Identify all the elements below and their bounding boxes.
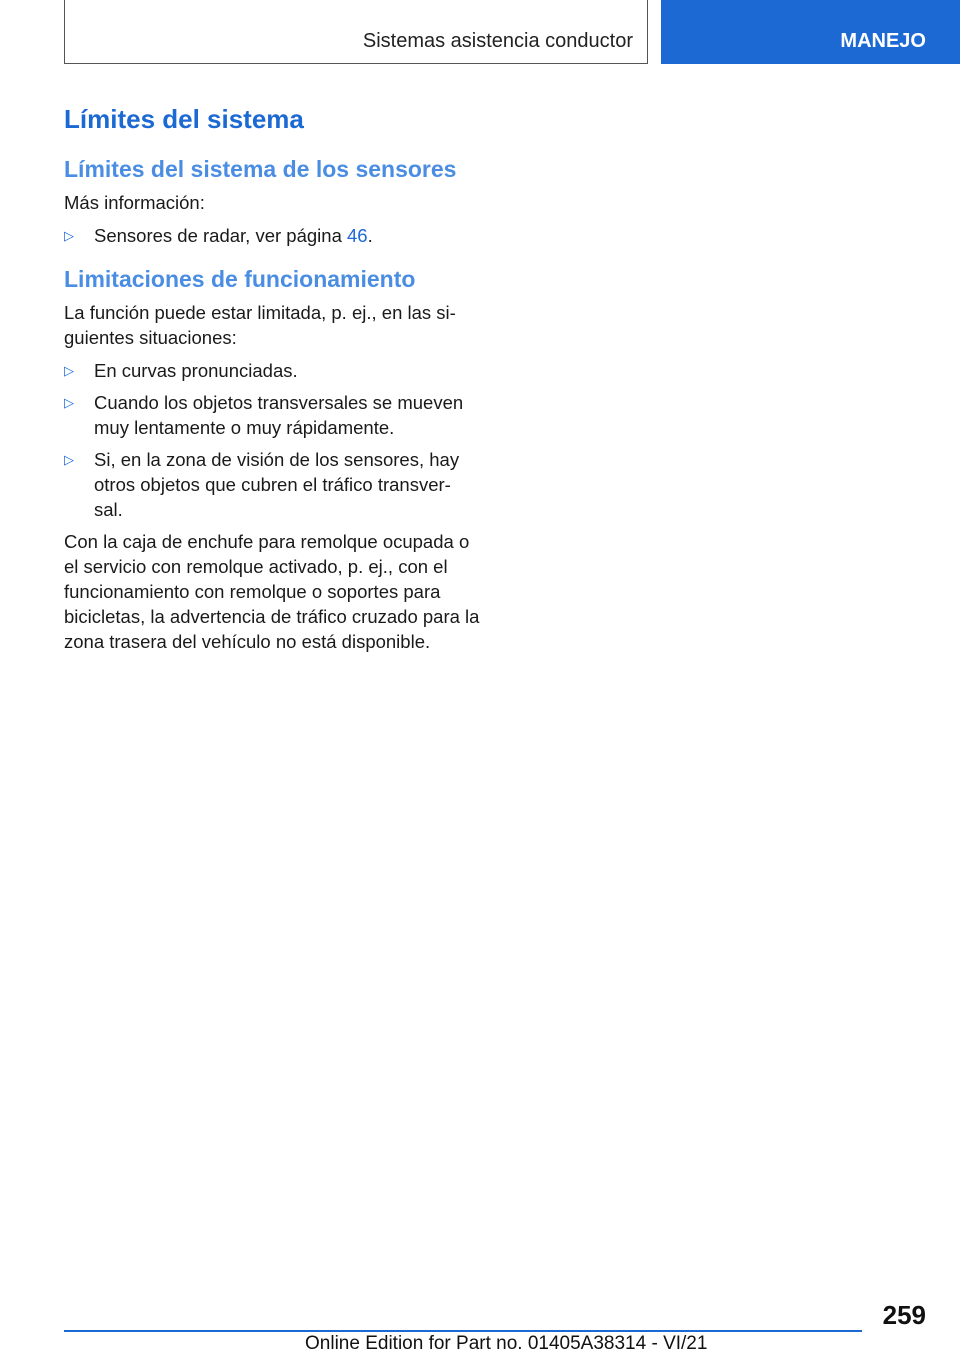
section-heading-limitations: Limitaciones de funcionamiento (64, 266, 416, 292)
list-item: ▷ Sensores de radar, ver página 46. (64, 225, 373, 246)
list-item (64, 390, 484, 440)
list-item-text: Sensores de radar, ver página (94, 225, 347, 246)
footer-edition-text: Online Edition for Part no. 01405A38314 - VI/21 (305, 1333, 708, 1354)
triangle-right-icon: ▷ (64, 395, 74, 410)
list-item-text: En curvas pronunciadas. (94, 360, 298, 381)
page-link[interactable]: 46 (347, 225, 368, 246)
header-chapter-label: MANEJO (840, 30, 926, 52)
page-content (64, 100, 484, 654)
section-heading-sensors: Límites del sistema de los sensores (64, 156, 457, 182)
triangle-right-icon: ▷ (64, 228, 74, 243)
section-closing-paragraph: Con la caja de enchufe para remolque ocupada o el servicio con remolque activado, p. ej., con el funcionamiento con remolque o soportes para bicicletas, la advertencia de tráfico cruzado para la zona trasera del vehículo no está disponible. (64, 531, 480, 652)
header-section-title: Sistemas asistencia conductor (362, 30, 633, 52)
bullet-list-limitations (64, 358, 484, 522)
section-intro-sensors: Más información: (64, 192, 205, 213)
page-title: Límites del sistema (64, 104, 304, 134)
bullet-list-sensors (64, 223, 484, 248)
header-section-box (64, 0, 648, 64)
footer-divider (64, 1330, 862, 1332)
list-item-text: Cuando los objetos transversales se mueven muy lentamente o muy rápidamente. (94, 392, 464, 438)
triangle-right-icon: ▷ (64, 363, 74, 378)
header-chapter-tab (661, 0, 960, 64)
triangle-right-icon: ▷ (64, 452, 74, 467)
section-intro-limitations: La función puede estar limitada, p. ej., en las si- guientes situaciones: (64, 302, 456, 348)
list-item-text: Si, en la zona de visión de los sensores, hay otros objetos que cubren el tráfico transver- sal. (94, 449, 460, 520)
page-number: 259 (882, 1300, 926, 1330)
list-item (64, 358, 484, 383)
list-item (64, 447, 484, 522)
